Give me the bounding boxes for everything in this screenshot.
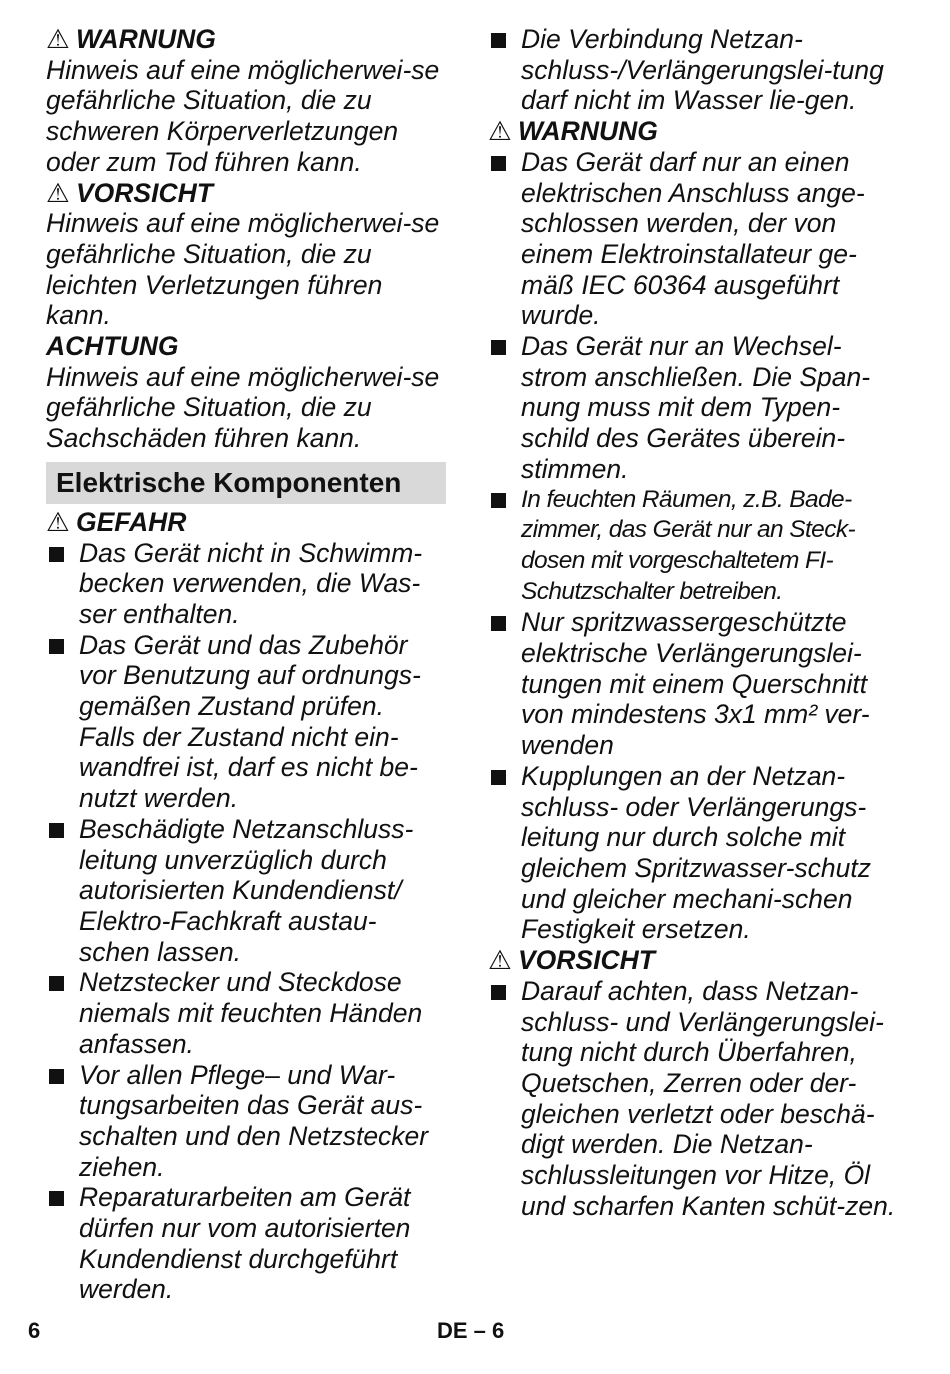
warning-triangle-icon: ⚠ [46,177,70,208]
vorsicht-heading: ⚠ VORSICHT [46,177,213,208]
list-item: Die Verbindung Netzan-schluss-/Verlängerungslei-tung darf nicht im Wasser lie-gen. [488,24,898,116]
warning-triangle-icon: ⚠ [488,116,512,147]
bullet-square-icon [46,1182,79,1305]
vorsicht-heading: ⚠ VORSICHT [488,945,655,976]
warnung-heading: ⚠ WARNUNG [46,24,216,54]
page-label: DE – 6 [437,1318,505,1343]
warnung-heading: ⚠ WARNUNG [488,116,658,147]
bullet-square-icon [488,761,521,945]
bullet-square-icon [46,538,79,630]
warnung-text: Hinweis auf eine möglicherwei-se gefährliche Situation, die zu schweren Körperverletzungen oder zum Tod führen kann. [46,54,440,177]
bullet-square-icon [488,976,521,1222]
bullet-square-icon [488,607,521,761]
right-column [488,24,898,1221]
bullet-square-icon [488,147,521,331]
list-item: Das Gerät nicht in Schwimm-becken verwenden, die Was-ser enthalten. [46,538,446,630]
bullet-square-icon [488,485,521,608]
warning-triangle-icon: ⚠ [46,506,70,537]
left-column [46,24,446,1305]
list-item: Nur spritzwassergeschützte elektrische Verlängerungslei-tungen mit einem Querschnitt von mindestens 3x1 mm² ver-wenden [488,607,898,761]
warning-triangle-icon: ⚠ [488,945,512,976]
list-item: Beschädigte Netzanschluss-leitung unverzüglich durch autorisierten Kundendienst/ Elektro-Fachkraft austau-schen lassen. [46,814,446,968]
bullet-square-icon [46,967,79,1059]
bullet-square-icon [46,1060,79,1183]
bullet-square-icon [488,24,521,116]
list-item: Das Gerät und das Zubehör vor Benutzung auf ordnungs-gemäßen Zustand prüfen. Falls der Zustand nicht ein-wandfrei ist, darf es nicht be-nutzt werden. [46,630,446,814]
list-item: Reparaturarbeiten am Gerät dürfen nur vom autorisierten Kundendienst durchgeführt werden. [46,1182,446,1305]
list-item: In feuchten Räumen, z.B. Bade-zimmer, das Gerät nur an Steck-dosen mit vorgeschaltetem FI-Schutzschalter betreiben. [488,485,898,608]
list-item: Das Gerät darf nur an einen elektrischen Anschluss ange-schlossen werden, der von einem Elektroinstallateur ge-mäß IEC 60364 ausgeführt wurde. [488,147,898,331]
vorsicht-text: Hinweis auf eine möglicherwei-se gefährliche Situation, die zu leichten Verletzungen führen kann. [46,208,440,331]
bullet-square-icon [46,630,79,814]
achtung-text: Hinweis auf eine möglicherwei-se gefährliche Situation, die zu Sachschäden führen kann. [46,361,440,454]
gefahr-heading: ⚠ GEFAHR [46,506,187,537]
list-item: Kupplungen an der Netzan-schluss- oder Verlängerungs-leitung nur durch solche mit gleichem Spritzwasser-schutz und gleicher mechani-schen Festigkeit ersetzen. [488,761,898,945]
list-item: Vor allen Pflege– und War-tungsarbeiten das Gerät aus-schalten und den Netzstecker ziehen. [46,1060,446,1183]
list-item: Netzstecker und Steckdose niemals mit feuchten Händen anfassen. [46,967,446,1059]
bullet-square-icon [488,331,521,485]
list-item: Darauf achten, dass Netzan-schluss- und Verlängerungslei-tung nicht durch Überfahren, Quetschen, Zerren oder der-gleichen verletzt oder beschä-digt werden. Die Netzan-schlussleitungen vor Hitze, Öl und scharfen Kanten schüt-zen. [488,976,898,1222]
list-item: Das Gerät nur an Wechsel-strom anschließen. Die Span-nung muss mit dem Typen-schild des Gerätes überein-stimmen. [488,331,898,485]
section-title: Elektrische Komponenten [46,462,446,504]
page-number: 6 [28,1318,41,1343]
warning-triangle-icon: ⚠ [46,24,70,54]
bullet-square-icon [46,814,79,968]
achtung-heading: ACHTUNG [46,331,179,362]
